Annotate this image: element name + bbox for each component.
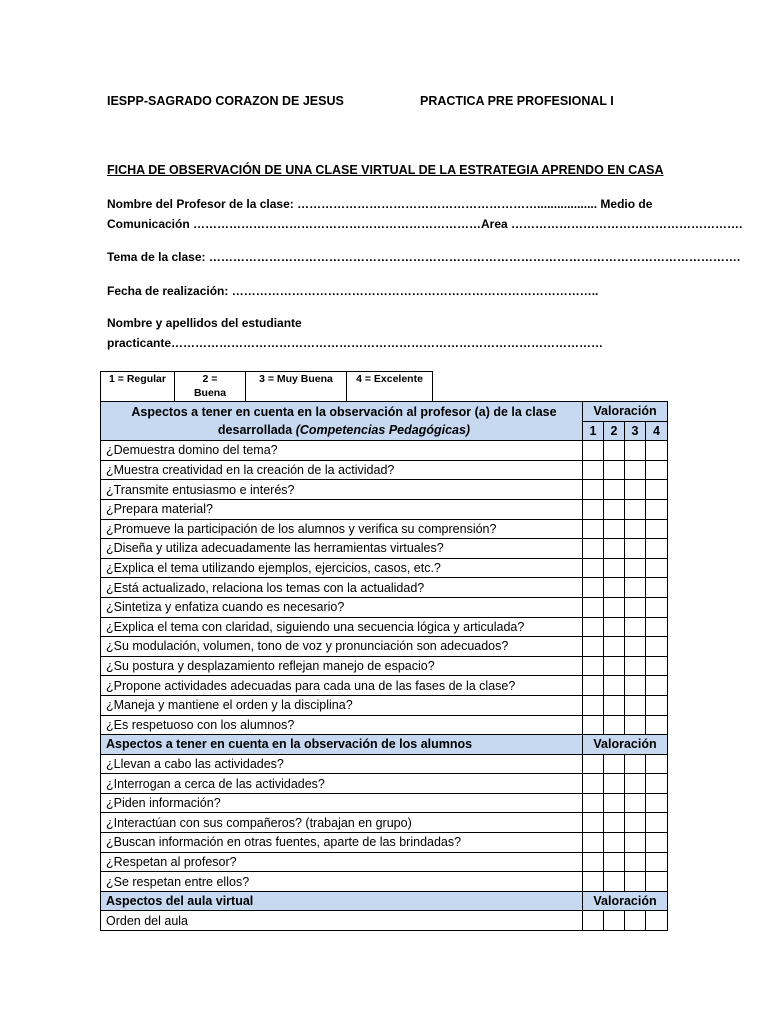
student-item: ¿Buscan información en otras fuentes, aparte de las brindadas?	[101, 833, 583, 853]
rating-cell-3[interactable]	[625, 597, 646, 617]
section-teacher-subtitle: (Competencias Pedagógicas)	[295, 423, 471, 438]
rating-cell-2[interactable]	[604, 872, 625, 892]
teacher-item: ¿Su postura y desplazamiento reflejan manejo de espacio?	[101, 656, 583, 676]
section-teacher-title	[101, 402, 583, 441]
teacher-item: ¿Explica el tema con claridad, siguiendo una secuencia lógica y articulada?	[101, 617, 583, 637]
table-row	[101, 578, 668, 598]
teacher-item: ¿Explica el tema utilizando ejemplos, ejercicios, casos, etc.?	[101, 558, 583, 578]
rating-cell-3[interactable]	[625, 519, 646, 539]
table-row	[101, 911, 668, 931]
rating-cell-2[interactable]	[604, 460, 625, 480]
scale-2-text: 2 = Buena	[193, 373, 227, 399]
scale-1: 1 = Regular	[101, 372, 175, 405]
rating-cell-2[interactable]	[604, 539, 625, 559]
col-3: 3	[625, 421, 646, 441]
rating-cell-3[interactable]	[625, 441, 646, 461]
rating-cell-1[interactable]	[583, 656, 604, 676]
field-fecha: Fecha de realización: ………………………………………………………………………………..	[107, 284, 599, 298]
table-row	[101, 656, 668, 676]
field-tema: Tema de la clase: …………………………………………………………………………………………………………………….	[107, 250, 741, 264]
rating-cell-3[interactable]	[625, 656, 646, 676]
rating-cell-4[interactable]	[646, 754, 668, 774]
rating-cell-1[interactable]	[583, 754, 604, 774]
table-row	[101, 597, 668, 617]
rating-cell-3[interactable]	[625, 833, 646, 853]
valoracion-header-1: Valoración	[583, 402, 668, 422]
rating-cell-2[interactable]	[604, 852, 625, 872]
teacher-item: ¿Promueve la participación de los alumnos y verifica su comprensión?	[101, 519, 583, 539]
rating-cell-1[interactable]	[583, 793, 604, 813]
rating-cell-3[interactable]	[625, 676, 646, 696]
teacher-item: ¿Es respetuoso con los alumnos?	[101, 715, 583, 735]
rating-cell-4[interactable]	[646, 558, 668, 578]
rating-cell-2[interactable]	[604, 793, 625, 813]
rating-cell-1[interactable]	[583, 499, 604, 519]
field-estudiante-line: practicante………………………………………………………………………………………………	[107, 336, 604, 350]
rating-cell-3[interactable]	[625, 637, 646, 657]
field-profesor: Nombre del Profesor de la clase: …………………………………………………….................. Medio de	[107, 197, 653, 211]
table-row	[101, 558, 668, 578]
scale-2	[175, 372, 246, 405]
col-4: 4	[646, 421, 668, 441]
rating-cell-4[interactable]	[646, 617, 668, 637]
rating-cell-1[interactable]	[583, 774, 604, 794]
rating-cell-2[interactable]	[604, 617, 625, 637]
rating-cell-3[interactable]	[625, 793, 646, 813]
student-item: ¿Respetan al profesor?	[101, 852, 583, 872]
rating-cell-2[interactable]	[604, 813, 625, 833]
rating-cell-1[interactable]	[583, 695, 604, 715]
scale-4: 4 = Excelente	[347, 372, 433, 405]
table-row	[101, 499, 668, 519]
course-name: PRACTICA PRE PROFESIONAL I	[420, 94, 614, 108]
rating-cell-4[interactable]	[646, 441, 668, 461]
field-estudiante-label: Nombre y apellidos del estudiante	[107, 316, 302, 330]
rating-cell-2[interactable]	[604, 774, 625, 794]
rating-cell-4[interactable]	[646, 637, 668, 657]
rating-cell-3[interactable]	[625, 539, 646, 559]
rating-cell-4[interactable]	[646, 597, 668, 617]
rating-cell-4[interactable]	[646, 695, 668, 715]
rating-cell-1[interactable]	[583, 637, 604, 657]
rating-cell-4[interactable]	[646, 852, 668, 872]
table-row	[101, 441, 668, 461]
rating-cell-3[interactable]	[625, 754, 646, 774]
rating-scale	[100, 371, 433, 405]
rating-cell-2[interactable]	[604, 597, 625, 617]
section-students-title: Aspectos a tener en cuenta en la observación de los alumnos	[101, 735, 583, 755]
scale-3: 3 = Muy Buena	[246, 372, 347, 405]
table-row	[101, 813, 668, 833]
rating-cell-2[interactable]	[604, 833, 625, 853]
table-row	[101, 852, 668, 872]
teacher-item: ¿Sintetiza y enfatiza cuando es necesario?	[101, 597, 583, 617]
rating-cell-2[interactable]	[604, 637, 625, 657]
rating-cell-3[interactable]	[625, 617, 646, 637]
rating-cell-3[interactable]	[625, 480, 646, 500]
table-row	[101, 872, 668, 892]
student-item: ¿Interactúan con sus compañeros? (trabajan en grupo)	[101, 813, 583, 833]
rating-cell-3[interactable]	[625, 578, 646, 598]
section-teacher-header	[101, 402, 668, 422]
rating-cell-2[interactable]	[604, 754, 625, 774]
rating-cell-4[interactable]	[646, 656, 668, 676]
student-item: ¿Se respetan entre ellos?	[101, 872, 583, 892]
rating-cell-4[interactable]	[646, 480, 668, 500]
teacher-item: ¿Maneja y mantiene el orden y la disciplina?	[101, 695, 583, 715]
student-item: ¿Piden información?	[101, 793, 583, 813]
rating-cell-4[interactable]	[646, 715, 668, 735]
rating-cell-3[interactable]	[625, 813, 646, 833]
student-item: ¿Interrogan a cerca de las actividades?	[101, 774, 583, 794]
valoracion-header: Valoración	[583, 735, 668, 755]
rating-cell-1[interactable]	[583, 852, 604, 872]
rating-cell-3[interactable]	[625, 499, 646, 519]
rating-cell-2[interactable]	[604, 676, 625, 696]
observation-table	[100, 401, 668, 931]
rating-cell-4[interactable]	[646, 813, 668, 833]
rating-cell-4[interactable]	[646, 911, 668, 931]
form-title: FICHA DE OBSERVACIÓN DE UNA CLASE VIRTUAL DE LA ESTRATEGIA APRENDO EN CASA	[107, 163, 664, 177]
table-row	[101, 754, 668, 774]
table-row	[101, 460, 668, 480]
section-classroom-header	[101, 891, 668, 911]
rating-cell-1[interactable]	[583, 578, 604, 598]
rating-cell-2[interactable]	[604, 911, 625, 931]
rating-cell-4[interactable]	[646, 793, 668, 813]
rating-cell-2[interactable]	[604, 558, 625, 578]
rating-cell-1[interactable]	[583, 676, 604, 696]
rating-cell-3[interactable]	[625, 852, 646, 872]
table-row	[101, 695, 668, 715]
teacher-item: ¿Está actualizado, relaciona los temas con la actualidad?	[101, 578, 583, 598]
rating-cell-1[interactable]	[583, 911, 604, 931]
rating-cell-3[interactable]	[625, 872, 646, 892]
rating-cell-1[interactable]	[583, 519, 604, 539]
rating-cell-1[interactable]	[583, 715, 604, 735]
classroom-item: Orden del aula	[101, 911, 583, 931]
rating-cell-3[interactable]	[625, 774, 646, 794]
rating-cell-1[interactable]	[583, 539, 604, 559]
teacher-item: ¿Demuestra domino del tema?	[101, 441, 583, 461]
rating-cell-2[interactable]	[604, 695, 625, 715]
teacher-item: ¿Diseña y utiliza adecuadamente las herramientas virtuales?	[101, 539, 583, 559]
rating-cell-1[interactable]	[583, 833, 604, 853]
rating-cell-2[interactable]	[604, 480, 625, 500]
rating-cell-3[interactable]	[625, 911, 646, 931]
table-row	[101, 715, 668, 735]
rating-cell-3[interactable]	[625, 460, 646, 480]
teacher-item: ¿Muestra creatividad en la creación de la actividad?	[101, 460, 583, 480]
rating-cell-1[interactable]	[583, 441, 604, 461]
rating-cell-4[interactable]	[646, 872, 668, 892]
table-row	[101, 774, 668, 794]
rating-cell-4[interactable]	[646, 539, 668, 559]
rating-cell-1[interactable]	[583, 597, 604, 617]
rating-cell-1[interactable]	[583, 813, 604, 833]
rating-cell-3[interactable]	[625, 558, 646, 578]
rating-cell-1[interactable]	[583, 617, 604, 637]
rating-cell-2[interactable]	[604, 578, 625, 598]
table-row	[101, 637, 668, 657]
field-comunicacion-area: Comunicación ………………………………………………………………Area ………………………………………………….	[107, 217, 743, 231]
teacher-item: ¿Transmite entusiasmo e interés?	[101, 480, 583, 500]
rating-cell-4[interactable]	[646, 578, 668, 598]
section-students-header	[101, 735, 668, 755]
table-row	[101, 793, 668, 813]
rating-cell-1[interactable]	[583, 872, 604, 892]
col-1: 1	[583, 421, 604, 441]
rating-cell-1[interactable]	[583, 480, 604, 500]
col-2: 2	[604, 421, 625, 441]
table-row	[101, 833, 668, 853]
student-item: ¿Llevan a cabo las actividades?	[101, 754, 583, 774]
institution-name: IESPP-SAGRADO CORAZON DE JESUS	[107, 94, 344, 108]
rating-cell-4[interactable]	[646, 774, 668, 794]
teacher-item: ¿Prepara material?	[101, 499, 583, 519]
rating-cell-2[interactable]	[604, 441, 625, 461]
rating-cell-2[interactable]	[604, 656, 625, 676]
valoracion-header: Valoración	[583, 891, 668, 911]
rating-cell-4[interactable]	[646, 676, 668, 696]
rating-cell-4[interactable]	[646, 460, 668, 480]
teacher-item: ¿Propone actividades adecuadas para cada una de las fases de la clase?	[101, 676, 583, 696]
rating-cell-2[interactable]	[604, 715, 625, 735]
section-classroom-title: Aspectos del aula virtual	[101, 891, 583, 911]
rating-cell-1[interactable]	[583, 558, 604, 578]
rating-cell-4[interactable]	[646, 833, 668, 853]
table-row	[101, 519, 668, 539]
table-row	[101, 480, 668, 500]
table-row	[101, 676, 668, 696]
rating-cell-1[interactable]	[583, 460, 604, 480]
section-teacher-title-text: Aspectos a tener en cuenta en la observación al profesor (a) de la clase desarrollada	[131, 405, 557, 438]
table-row	[101, 539, 668, 559]
rating-cell-4[interactable]	[646, 499, 668, 519]
rating-cell-4[interactable]	[646, 519, 668, 539]
rating-cell-3[interactable]	[625, 695, 646, 715]
table-row	[101, 617, 668, 637]
teacher-item: ¿Su modulación, volumen, tono de voz y pronunciación son adecuados?	[101, 637, 583, 657]
rating-cell-2[interactable]	[604, 499, 625, 519]
rating-cell-3[interactable]	[625, 715, 646, 735]
rating-cell-2[interactable]	[604, 519, 625, 539]
